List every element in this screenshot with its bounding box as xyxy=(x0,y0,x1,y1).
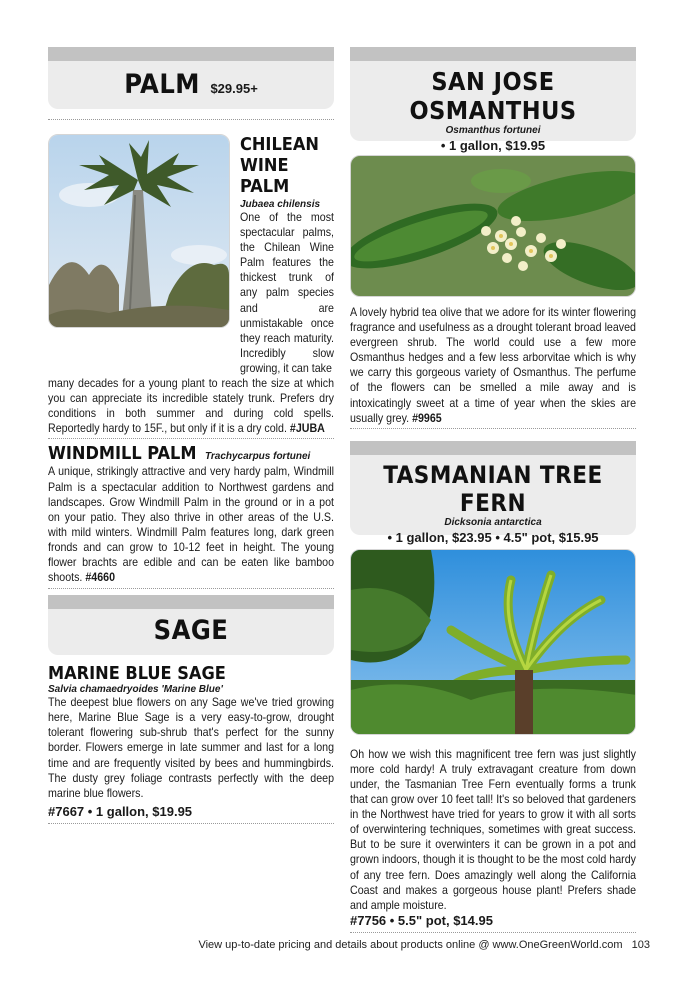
marine-sku-price: #7667 • 1 gallon, $19.95 xyxy=(48,803,193,819)
osmanthus-photo xyxy=(350,155,636,297)
page-number: 103 xyxy=(631,939,650,951)
page-footer xyxy=(0,939,650,951)
palm-title: PALM xyxy=(124,69,200,100)
divider xyxy=(48,823,334,824)
fern-photo xyxy=(350,549,636,735)
windmill-description-text: A unique, strikingly attractive and very hardy palm, Windmill Palm is a spectacular addition to Northwest gardens and landscapes. Grow Windmill Palm in the ground or in a pot on your patio. They also thrive in other areas of the U.S. with mild winters. Windmill Palm features long, dark green fronds and can grow to 10-12 feet in height. The young flower brachts are edible and can be eaten like bamboo shoots. xyxy=(48,465,335,585)
osmanthus-description xyxy=(350,305,636,426)
fern-header xyxy=(350,441,636,545)
chilean-latin-name: Jubaea chilensis xyxy=(240,199,321,210)
divider xyxy=(350,932,636,933)
osmanthus-flowers-image xyxy=(351,156,636,296)
sage-header xyxy=(48,595,334,655)
left-column xyxy=(48,47,334,824)
chilean-sku: #JUBA xyxy=(289,422,325,436)
windmill-latin-name: Trachycarpus fortunei xyxy=(204,451,311,463)
divider xyxy=(48,119,334,120)
fern-title: TASMANIAN TREE FERN xyxy=(383,460,603,517)
fern-latin-name: Dicksonia antarctica xyxy=(444,516,542,528)
palm-header xyxy=(48,47,334,109)
marine-title: MARINE BLUE SAGE xyxy=(48,663,226,685)
footer-link-text[interactable]: View up-to-date pricing and details about products online @ www.OneGreenWorld.com xyxy=(198,939,623,951)
windmill-description xyxy=(48,464,334,585)
marine-description: The deepest blue flowers on any Sage we've tried growing here, Marine Blue Sage is a very easy-to-grow, drought tolerant flowering sub-shrub that's perfect for the sunny border. Flowers emerge in late summer and last for a long time and are frequently visited by bees and hummingbirds. The dusty grey foliage contrasts perfectly with the deep marine blue flowers. xyxy=(48,696,335,800)
tree-fern-image xyxy=(351,550,636,734)
osmanthus-price: • 1 gallon, $19.95 xyxy=(440,138,546,153)
chilean-title-line1: CHILEAN xyxy=(240,134,319,155)
windmill-sku: #4660 xyxy=(85,571,116,585)
chilean-description-narrow: One of the most spectacular palms, the Chilean Wine Palm features the thickest trunk of any palm species and are unmistakable once they reach maturity. Incredibly slow growing, it can take xyxy=(240,211,334,375)
palm-tree-image xyxy=(49,135,229,327)
fern-sku-price: #7756 • 5.5" pot, $14.95 xyxy=(350,912,493,928)
osmanthus-sku: #9965 xyxy=(412,411,442,425)
osmanthus-title: SAN JOSE OSMANTHUS xyxy=(409,67,577,125)
osmanthus-header xyxy=(350,47,636,153)
palm-price: $29.95+ xyxy=(210,81,258,97)
sage-title: SAGE xyxy=(153,615,229,647)
windmill-palm-section xyxy=(48,443,334,585)
chilean-wine-palm-section xyxy=(48,134,334,436)
marine-blue-sage-section xyxy=(48,663,334,819)
right-column xyxy=(350,47,636,933)
chilean-wine-palm-photo xyxy=(48,134,230,328)
divider xyxy=(48,588,334,589)
osmanthus-description-text: A lovely hybrid tea olive that we adore for its winter flowering fragrance and usefulness as a drought tolerant broad leaved evergreen shrub. The world could use a few more Osmanthus hedges and a few less arborvitae which is why we carry this gorgeous variety of Osmanthus. The perfume of the flowers can be smelled a mile away and is intoxicatingly sweet at a time of year when the skies are usually grey. xyxy=(350,306,637,425)
chilean-description xyxy=(48,376,334,436)
divider xyxy=(48,438,334,439)
marine-latin-name: Salvia chamaedryoides 'Marine Blue' xyxy=(48,684,223,696)
fern-price: • 1 gallon, $23.95 • 4.5" pot, $15.95 xyxy=(387,529,599,545)
fern-description: Oh how we wish this magnificent tree fern was just slightly more cold hardy! A truly extravagant creature from down under, the Tasmanian Tree Fern eventually forms a trunk that can grow over 10 feet tall! It's so beloved that gardeners in the Northwest have tried for years to grow it with all sorts of overwintering techniques, sometimes with great success. But to be sure it overwinters it can be grown in a pot and grown indoors, though it is thought to be the most cold hardy of any tree fern. Does amazingly well along the California Coast and makes a gorgeous house plant! Prefers shade and ample moisture. xyxy=(350,747,637,912)
windmill-title: WINDMILL PALM xyxy=(48,443,197,465)
divider xyxy=(350,428,636,429)
osmanthus-latin-name: Osmanthus fortunei xyxy=(445,125,541,136)
chilean-description-text: many decades for a young plant to reach the size at which you can appreciate its incredible stately trunk. Prefers dry conditions in both summer and during cold spells. Reportedly hardy to 15F., but only if it is a dry cold. xyxy=(48,377,335,436)
chilean-title-line2: WINE PALM xyxy=(240,155,290,197)
